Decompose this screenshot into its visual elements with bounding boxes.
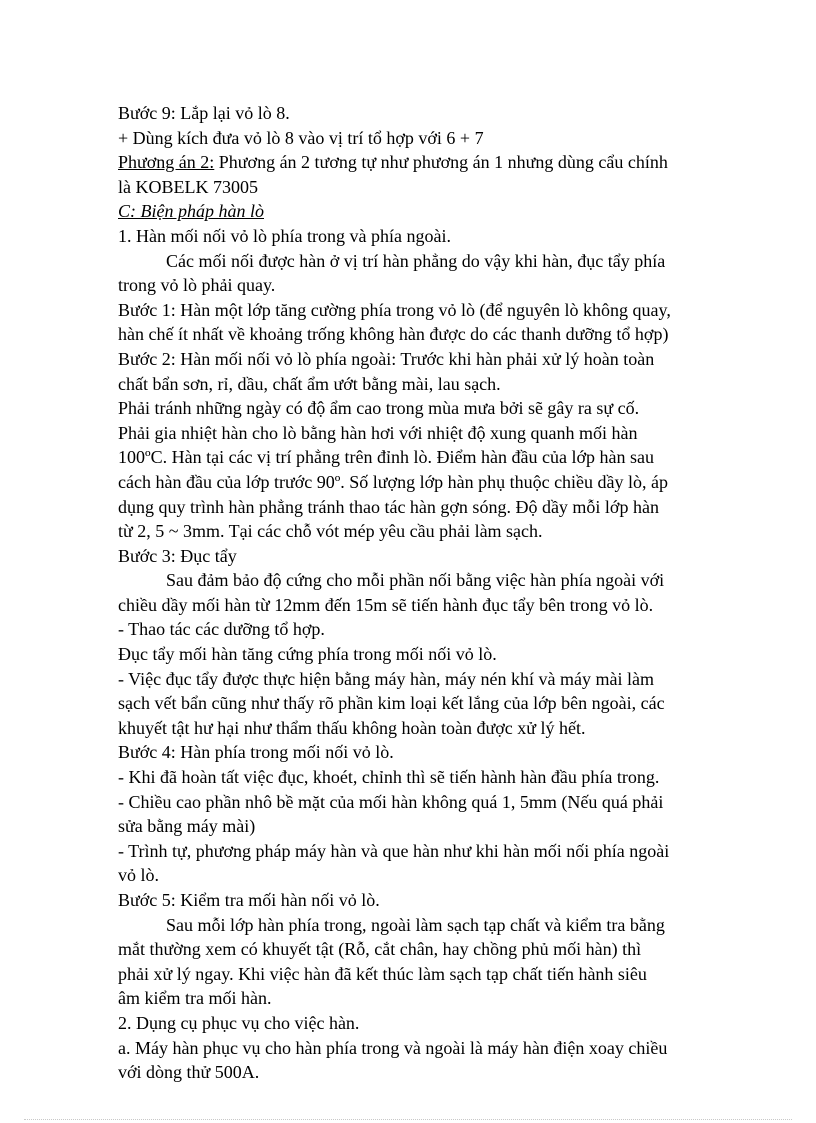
text-line: Bước 3: Đục tẩy [118,545,237,566]
text-line: 100ºC. Hàn tại các vị trí phẳng trên đỉnh lò. Điểm hàn đầu của lớp hàn sau [118,447,654,468]
section-heading: C: Biện pháp hàn lò [118,201,264,222]
text-line: trong vỏ lò phải quay. [118,275,276,296]
document-page [118,101,698,1085]
text-line: sạch vết bẩn cũng như thấy rõ phần kim loại kết lắng của lớp bên ngoài, các [118,693,665,714]
text-line: Phải gia nhiệt hàn cho lò bằng hàn hơi với nhiệt độ xung quanh mối hàn [118,422,638,443]
text-line: chất bẩn sơn, rỉ, dầu, chất ẩm ướt bằng mài, lau sạch. [118,373,501,394]
text-line: hàn chế ít nhất về khoảng trống không hàn được do các thanh dưỡng tổ hợp) [118,324,669,345]
text-line: sửa bằng máy mài) [118,816,256,837]
text-line: từ 2, 5 ~ 3mm. Tại các chỗ vót mép yêu cầu phải làm sạch. [118,521,543,542]
text-line: mắt thường xem có khuyết tật (Rỗ, cắt chân, hay chồng phủ mối hàn) thì [118,939,642,960]
text-line: Bước 2: Hàn mối nối vỏ lò phía ngoài: Trước khi hàn phải xử lý hoàn toàn [118,348,655,369]
text-line: - Thao tác các dưỡng tổ hợp. [118,619,325,640]
text-line: cách hàn đầu của lớp trước 90º. Số lượng lớp hàn phụ thuộc chiều dầy lò, áp [118,471,669,492]
text-line: - Trình tự, phương pháp máy hàn và que hàn như khi hàn mối nối phía ngoài [118,840,670,861]
text-line: a. Máy hàn phục vụ cho hàn phía trong và ngoài là máy hàn điện xoay chiều [118,1037,668,1058]
text-line: 1. Hàn mối nối vỏ lò phía trong và phía ngoài. [118,225,451,246]
text-line [118,199,698,224]
text-line: Đục tẩy mối hàn tăng cứng phía trong mối nối vỏ lò. [118,644,497,665]
text-line: Bước 9: Lắp lại vỏ lò 8. [118,103,290,123]
text-line: Các mối nối được hàn ở vị trí hàn phẳng do vậy khi hàn, đục tẩy phía [166,250,666,271]
text-line: Bước 4: Hàn phía trong mối nối vỏ lò. [118,742,394,763]
text-line: chiều dầy mối hàn từ 12mm đến 15m sẽ tiến hành đục tẩy bên trong vỏ lò. [118,594,654,615]
text-line: Bước 1: Hàn một lớp tăng cường phía trong vỏ lò (để nguyên lò không quay, [118,299,671,320]
text-line: khuyết tật hư hại như thẩm thấu không hoàn toàn được xử lý hết. [118,717,586,738]
text-line: Bước 5: Kiểm tra mối hàn nối vỏ lò. [118,890,380,910]
text-line [118,150,698,175]
text-line: 2. Dụng cụ phục vụ cho việc hàn. [118,1012,360,1033]
text-line: âm kiểm tra mối hàn. [118,988,272,1009]
page-bottom-rule [24,1119,792,1120]
section-label: Phương án 2: [118,152,215,173]
text-line: Sau mỗi lớp hàn phía trong, ngoài làm sạch tạp chất và kiểm tra bằng [166,914,665,935]
text-line: phải xử lý ngay. Khi việc hàn đã kết thúc làm sạch tạp chất tiến hành siêu [118,963,647,984]
text-run: Phương án 2 tương tự như phương án 1 nhưng dùng cẩu chính [214,152,668,173]
text-line: + Dùng kích đưa vỏ lò 8 vào vị trí tổ hợp với 6 + 7 [118,127,484,148]
text-line: - Việc đục tẩy được thực hiện bằng máy hàn, máy nén khí và máy mài làm [118,668,654,689]
text-line: là KOBELK 73005 [118,176,258,197]
text-line: Phải tránh những ngày có độ ẩm cao trong mùa mưa bởi sẽ gây ra sự cố. [118,398,640,419]
text-line: với dòng thử 500A. [118,1062,260,1083]
text-line: - Chiều cao phần nhô bề mặt của mối hàn không quá 1, 5mm (Nếu quá phải [118,791,664,812]
text-line: vỏ lò. [118,865,160,886]
text-line: Sau đảm bảo độ cứng cho mỗi phần nối bằng việc hàn phía ngoài với [166,570,665,591]
text-line: dụng quy trình hàn phẳng tránh thao tác hàn gợn sóng. Độ dầy mỗi lớp hàn [118,496,659,517]
text-line: - Khi đã hoàn tất việc đục, khoét, chỉnh thì sẽ tiến hành hàn đầu phía trong. [118,767,660,788]
